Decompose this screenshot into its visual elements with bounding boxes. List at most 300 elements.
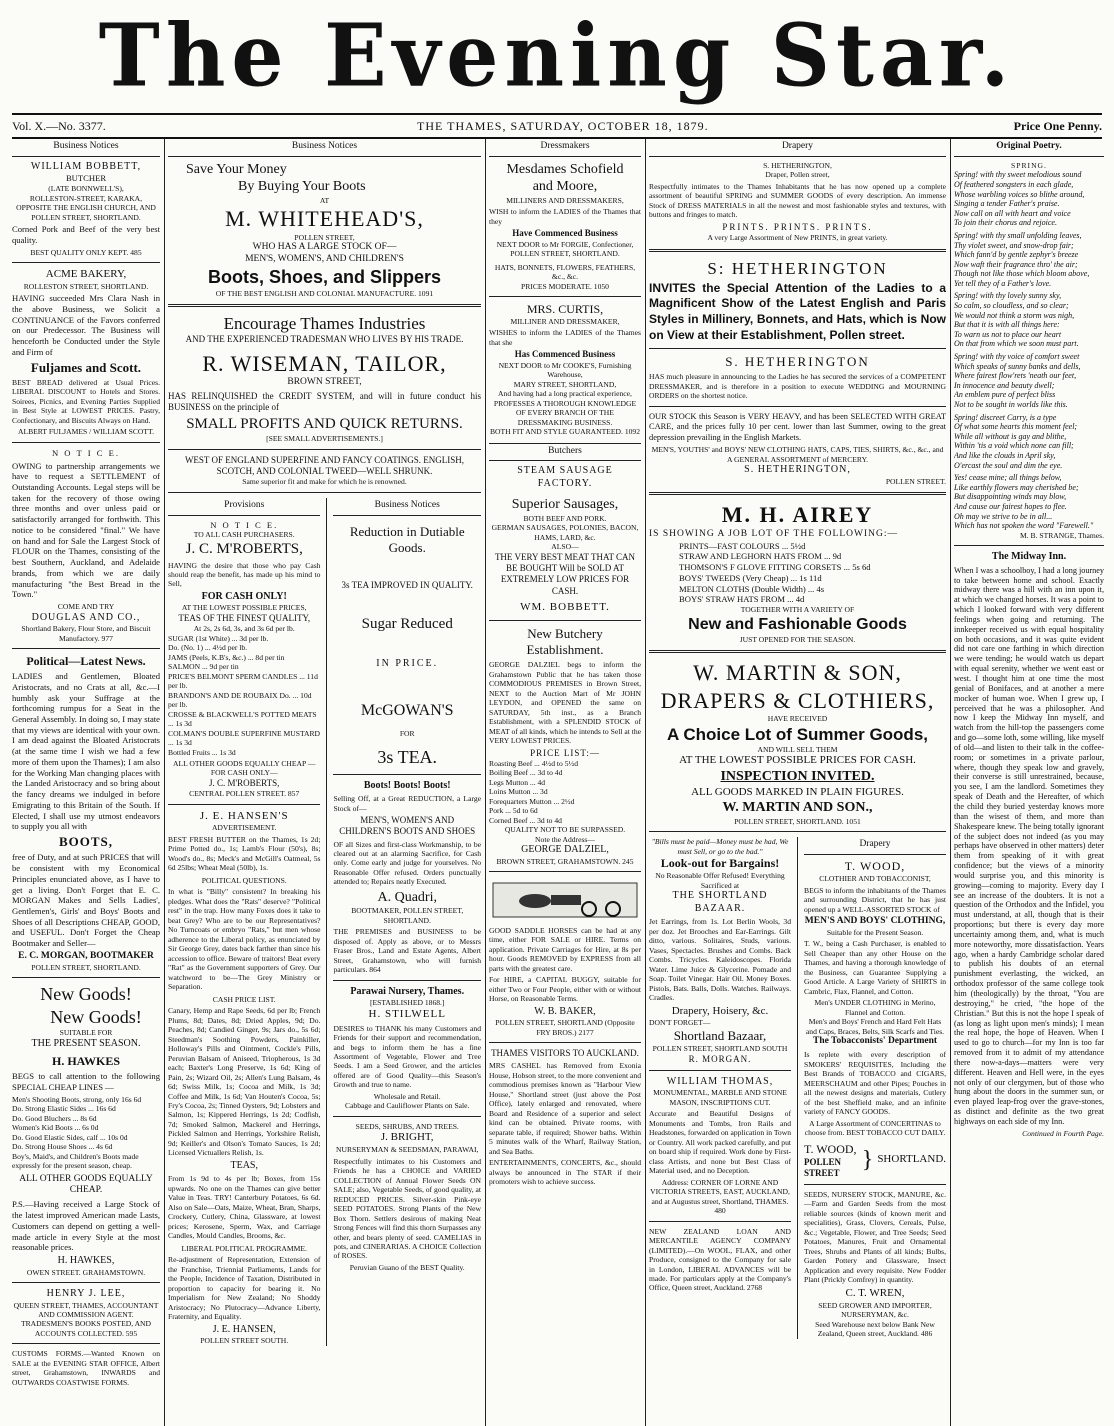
ad-text: AT	[319, 195, 330, 205]
ad-text: WISH to inform the LADIES of the Thames that they	[489, 207, 641, 226]
ad-text: POLLEN STREET, SHORTLAND.	[31, 962, 141, 972]
ad-heading: CASH PRICE LIST.	[212, 994, 276, 1004]
drapery-column	[804, 837, 946, 1338]
ad-heading: PRICE LIST:—	[530, 747, 600, 758]
volume-number: Vol. X.—No. 3377.	[12, 119, 106, 133]
poem-line: Spring! discreet Carry, is a type	[954, 412, 1057, 422]
ad-text: BEST BREAD delivered at Usual Prices. LIBERAL DISCOUNT to Hotels and Stores. Soirees, Picnics, and Evening Parties Supplied in Best Style at LOWEST PRICES. Pastry, Confectionary, and Biscuits Always on Hand.	[12, 377, 160, 425]
poem-line: Yet tell they of a Father's love.	[954, 278, 1052, 288]
list-item: Bottled Fruits ... 1s 3d	[168, 747, 236, 757]
masthead	[0, 0, 1114, 112]
ad-signature: T. WOOD,	[804, 1141, 857, 1156]
continued-note: Continued in Fourth Page.	[1022, 1128, 1104, 1138]
poem-line: An emblem pure of perfect bliss	[954, 390, 1056, 400]
poem-line: To warn us not to place our heart	[954, 329, 1062, 339]
ad-heading: R. WISEMAN, TAILOR,	[202, 350, 447, 376]
divider	[168, 449, 481, 450]
ad-text: JUST OPENED FOR THE SEASON.	[739, 634, 856, 644]
column-1	[12, 139, 160, 1426]
list-item: Men's Shooting Boots, strong, only 16s 6d	[12, 1094, 142, 1104]
ad-signature: W. B. BAKER,	[534, 1005, 596, 1017]
ad-heading: WILLIAM BOBBETT,	[30, 160, 142, 172]
poem-line: Where fairest flow'rets 'neath our feet,	[954, 371, 1077, 381]
ad-text: MEN'S, WOMEN'S, AND CHILDREN'S	[245, 254, 404, 265]
ad-text: MARY STREET, SHORTLAND,	[513, 379, 617, 389]
list-item: Do. (No. 1) ... 4½d per lb.	[168, 643, 248, 653]
divider	[649, 249, 946, 252]
ad-text: POLLEN STREET.	[885, 476, 946, 486]
poem-line: Spring! with thy lovely sunny sky,	[954, 291, 1062, 301]
ad-subheading: ROLLESTON STREET, SHORTLAND.	[23, 281, 149, 291]
ad-text: Respectfully intimates to the Thames Inhabitants that he has now opened up a complete assortment of beautiful SPRING and SUMMER GOODS of every description. An immense Stock of DRESS MATERIALS in all the newest and most fashionable styles and textures, with buttons and fringes to match.	[649, 181, 946, 220]
poem-line: On that from which we soon must part.	[954, 339, 1079, 349]
ad-heading: WILLIAM THOMAS,	[666, 1075, 774, 1087]
ad-text: ADVERTISEMENT.	[211, 823, 277, 833]
ad-heading: M. H. AIREY	[721, 502, 874, 528]
ad-signature: ALBERT FULJAMES / WILLIAM SCOTT.	[17, 427, 155, 437]
list-item: Forequarters Mutton ... 2½d	[489, 796, 575, 806]
column-rule	[326, 498, 327, 1346]
ad-signature: GEORGE DALZIEL,	[521, 844, 609, 856]
poem-line: Not to be sought in worlds like this.	[954, 400, 1068, 410]
poem-line: And cause our fairest hopes to flee.	[954, 501, 1067, 511]
section-header: Business Notices	[168, 139, 481, 157]
divider	[489, 1042, 641, 1043]
sub-columns	[649, 837, 946, 1338]
ad-text: PRICES MODERATE. 1050	[521, 281, 609, 291]
poem-line: Spring! with thy sweet melodious sound	[954, 170, 1082, 180]
section-header: Business Notices	[333, 498, 481, 516]
ad-heading: Boots! Boots! Boots!	[363, 779, 451, 791]
column-rule	[485, 139, 486, 1426]
ad-text: BOOTMAKER, POLLEN STREET, SHORTLAND.	[351, 906, 464, 925]
ad-text: OWEN STREET. GRAHAMSTOWN.	[26, 1267, 146, 1277]
ad-heading: MEN'S AND BOYS' CLOTHING,	[804, 916, 946, 927]
divider	[954, 545, 1104, 546]
ad-heading: J. BRIGHT,	[380, 1131, 434, 1144]
ad-heading: N O T I C E.	[210, 519, 279, 530]
ad-text: THE PRESENT SEASON.	[31, 1037, 141, 1049]
ad-text: Respectfully intimates to his Customers and Friends he has a CHOICE and VARIED COLLECTION of Annual Flower Seeds ON SALE; also, Vegetable Seeds, of good quality, at REDUCED PRICES. Silver-skin Pink-eye SEED POTATOES. Strong Plants of the New Box Thorn. Settlers desirous of making Neat Strong Fences will find this thorn Surpasses any other, and bears plenty of seed. CAMELIAS in pots, and CINERARIAS. A CHOICE Collection of ROSES.	[333, 1156, 481, 1261]
ad-text: ALL GOODS MARKED IN PLAIN FIGURES.	[691, 785, 904, 798]
section-header: Business Notices	[12, 139, 160, 157]
ad-heading: Drapery, Hoisery, &c.	[671, 1004, 769, 1017]
poem-line: Singing a tender Father's praise.	[954, 199, 1060, 209]
column-rule	[950, 139, 951, 1426]
ad-heading: Shortland Bazaar,	[673, 1027, 767, 1043]
ad-text: Is replete with every description of SMOKERS' REQUISITES, Including the Best Brands of TOBACCO and CIGARS, MEERSCHAUM and other Pipes; Pouches in all the newest designs and materials, Cutlery of the best Sheffield make, and an infinite variety of FANCY GOODS.	[804, 1050, 946, 1117]
ad-text: Men's and Boys' French and Hard Felt Hats and Caps, Braces, Belts, Silk Scarfs and Ties.	[805, 1017, 945, 1036]
ad-text: WHO HAS A LARGE STOCK OF—	[252, 242, 397, 253]
poem-line: Within 'tis a void which none can fill;	[954, 441, 1074, 451]
story-title: The Midway Inn.	[991, 551, 1067, 563]
ad-text: GERMAN SAUSAGES, POLONIES, BACON, HAMS, LARD, &c.	[491, 523, 639, 542]
poem-line: O'ercast the soul and dim the eye.	[954, 460, 1063, 470]
ad-heading: H. HAWKES	[51, 1054, 120, 1069]
ad-text: Corned Pork and Beef of the very best quality.	[12, 224, 160, 245]
list-item: Do. Good Elastic Sides, calf ... 10s 0d	[12, 1132, 128, 1142]
ad-text: And having had a long practical experience, PROFESSES A THOROUGH KNOWLEDGE OF EVERY BRANCH OF THE DRESSMAKING BUSINESS.	[493, 389, 637, 427]
divider	[168, 804, 320, 805]
poem-line: Of feathered songsters in each glade,	[954, 179, 1074, 189]
ad-text: SHORTLAND.	[877, 1153, 946, 1166]
ad-heading: Save Your Money	[186, 161, 287, 177]
list-item: Do. Strong Elastic Sides ... 16s 6d	[12, 1104, 116, 1114]
list-item: Legs Mutton ... 4d	[489, 777, 546, 787]
ad-text: A very Large Assortment of New PRINTS, in great variety.	[707, 233, 888, 243]
ad-text: MILLINER AND DRESSMAKER,	[510, 317, 620, 326]
ad-heading: LIBERAL POLITICAL PROGRAMME.	[181, 1243, 307, 1253]
divider	[333, 1116, 481, 1117]
ad-heading: J. C. M'ROBERTS,	[185, 540, 303, 557]
ad-text: ALL OTHER GOODS EQUALLY CHEAP.	[19, 1173, 153, 1196]
list-item: Women's Kid Boots ... 6s 0d	[12, 1123, 99, 1133]
list-item: BOYS' TWEEDS (Very Cheap) ... 1s 11d	[679, 572, 822, 583]
list-item: BRANDON'S AND DE ROUBAIX Do. ... 10d per lb.	[168, 690, 312, 710]
poem-title: SPRING.	[1011, 160, 1047, 170]
ad-heading: Political—Latest News.	[26, 654, 146, 669]
ad-text: FOR CASH ONLY!	[201, 590, 287, 602]
list-item: Corned Beef ... 3d to 4d	[489, 815, 562, 825]
ad-text: BEST FRESH BUTTER on the Thames, 1s 2d; Prime Potted do., 1s; Lamb's Flour (50's), 8s; Wood's do., 8s; Meck's and McGill's Oatmeal, 5s 6d 25lbs; Wheat Meal (50lb), 1s.	[168, 834, 321, 873]
poem-line: Now call on all with heart and voice	[954, 208, 1071, 218]
divider	[649, 1070, 791, 1071]
ad-text: From 1s 9d to 4s per lb; Boxes, from 15s upwards. No one on the Thames can give better Value in Teas. TRY! Canterbury Potatoes, 6s 6d. Also on Sale—Oats, Maize, Wheat, Bran, Sharps, Crockery, Cutlery, China, Glassware, at lowest prices; Kerosene, Sperm, Wax, and Carriage Candles, Mould Candles, Brooms, &c.	[168, 1174, 321, 1241]
list-item: BOYS' STRAW HATS FROM ... 4d	[679, 594, 805, 605]
ad-heading: SEEDS, SHRUBS, AND TREES.	[355, 1121, 459, 1131]
ad-text: A Large Assortment of CONCERTINAS to choose from. BEST TOBACCO CUT DAILY.	[804, 1118, 946, 1138]
divider	[12, 648, 160, 649]
divider	[649, 831, 946, 832]
ad-text: COME AND TRY	[57, 602, 115, 612]
poem-line: Now waft their fragrance thro' the air;	[954, 259, 1078, 269]
poem-line: While all without is gay and blithe,	[954, 431, 1067, 441]
ad-heading: 3s TEA.	[377, 747, 438, 768]
ad-text: WEST OF ENGLAND SUPERFINE AND FANCY COATINGS. ENGLISH, SCOTCH, AND COLONIAL TWEED—WELL SHRUNK.	[184, 454, 465, 476]
ad-text: (LATE BONNWELL'S),	[48, 184, 124, 194]
sub-columns	[168, 498, 481, 1346]
ad-heading: T. WOOD,	[844, 859, 906, 874]
ad-text: ENTERTAINMENTS, CONCERTS, &c., should always be announced in The STAR if their promoters wish to achieve success.	[489, 1158, 641, 1187]
ad-text: QUALITY NOT TO BE SURPASSED.	[504, 825, 626, 835]
divider	[12, 1282, 160, 1283]
ad-text: 3s TEA IMPROVED IN QUALITY.	[341, 580, 473, 591]
provisions-column	[168, 498, 320, 1346]
place-date: THE THAMES, SATURDAY, OCTOBER 18, 1879.	[417, 119, 709, 133]
ad-text: Canary, Hemp and Rape Seeds, 6d per lb; French Plums, 8d; Dates, 8d; Dried Apples, 9d; Do. Peaches, 8d; Candied Ginger, 9s; Jars do., 5s 6d; Steedman's Soothing Powders, Painkiller, Holloway's Pills and Ointment, Cockle's Pills, Peruvian Balsam of Aniseed, Triopherous, 1s 3d each; Baxter's Long Preserve, 1s 6d; King of Pain, 2s; Wizard Oil, 2s; Allen's Lung Balsam, 4s 6d; Swiss Milk, 1s; Cocoa and Milk, 1s 3d; Coffee and Milk, 1s 6d; Van Houten's Cocoa, 5s; Fry's Cocoa, 2s; Tinned Oysters, 9d; Lobsters and Salmon, 1s; Kippered Herrings, 1s 2d; Codfish, 7d; Smoked Salmon, Mackerel and Herrings, Pickled Salmon and Herrings, Yorkshire Relish, 9d; Keiller's and Olson's Tomato Sauces, 1s 2d; Licensed Victuallers Relish, 1s.	[168, 1006, 321, 1158]
list-item: STRAW AND LEGHORN HATS FROM ... 9d	[679, 551, 842, 562]
column-4	[489, 139, 641, 1426]
ad-heading: New Goods!	[50, 1006, 142, 1027]
ad-text: Note the Address—	[535, 834, 595, 844]
divider	[12, 442, 160, 443]
ad-heading: Reduction in Dutiable Goods.	[349, 523, 465, 555]
ad-text: HAVE RECEIVED	[767, 714, 828, 724]
ad-text: Same superior fit and make for which he is renowned.	[242, 477, 407, 487]
ad-heading: THE SHORTLAND BAZAAR.	[672, 890, 768, 914]
ad-heading: A Choice Lot of Summer Goods,	[667, 724, 928, 744]
ad-text: SEED GROWER AND IMPORTER, NURSERYMAN, &c.	[818, 1300, 932, 1320]
ad-signature: S. HETHERINGTON,	[744, 464, 851, 476]
poem-line: Which speaks of sunny banks and dells,	[954, 361, 1081, 371]
list-item: PRINTS—FAST COLOURS ... 5½d	[679, 540, 806, 551]
ad-heading: New Goods!	[40, 984, 132, 1005]
ad-heading: SMALL PROFITS AND QUICK RETURNS.	[186, 416, 463, 433]
ad-heading: POLITICAL QUESTIONS.	[201, 875, 287, 885]
ad-heading: New Butchery Establishment.	[526, 625, 604, 657]
divider	[333, 774, 481, 775]
ad-text: TOGETHER WITH A VARIETY OF	[740, 605, 855, 615]
ad-text: NEXT DOOR to Mr COOKE'S, Furnishing Warehouse,	[498, 360, 632, 380]
ad-subheading: BUTCHER	[65, 173, 107, 184]
ad-heading: Mesdames Schofield	[506, 161, 624, 177]
ad-text: Re-adjustment of Representation, Extension of the Franchise, Triennial Parliaments, Lands for the People, Incidence of Taxation, Distributed in proportion to capacity for bearing it. No Imperialism for New Zealand; No Shoddy Aristocracy; No Plutocracy—Advance Liberty, Fraternity, and Equality.	[168, 1255, 321, 1322]
ad-heading: Superior Sausages,	[511, 497, 619, 513]
ad-text: BEST QUALITY ONLY KEPT. 485	[30, 247, 142, 257]
wood-name-block	[804, 1142, 858, 1180]
divider	[12, 262, 160, 263]
list-item: Boy's, Maid's, and Children's Boots made expressly for the present season, cheap.	[12, 1151, 139, 1171]
ad-text: OF all Sizes and first-class Workmanship, to be cleared out at an alarming Sacrifice, for Cash only. Come early and judge for yourselves. No Reasonable Offer refused. Orders punctually attended to; Repairs neatly Executed.	[333, 839, 481, 887]
poem-line: We would not think a storm was nigh,	[954, 310, 1075, 320]
brace-glyph: }	[861, 1147, 874, 1174]
ad-text: FOR	[399, 728, 415, 738]
list-item: COLMAN'S DOUBLE SUPERFINE MUSTARD ... 1s 3d	[168, 728, 321, 748]
dateline	[12, 113, 1102, 139]
ad-text: NURSERYMAN & SEEDSMAN, PARAWAI,	[336, 1145, 479, 1155]
ad-text: free of Duty, and at such PRICES that will be consistent with my Economical Principles enunciated above, as I have to get a living. Don't Forget that E. C. MORGAN Makes and Sells Ladies', Gentlemen's, Girls' and Boys' Boots and Shoes of all Descriptions CHEAP, GOOD, and USEFUL. Don't Forget the Cheap Bootmaker and Seller—	[12, 852, 160, 949]
ad-text: POLLEN STREET, SHORTLAND. 1051	[734, 816, 861, 826]
ad-text: TO ALL CASH PURCHASERS.	[193, 530, 295, 540]
ad-text: In what is "Billy" consistent? In breaking his pledges. What does the "Rats" deserve? "Political rest" in the trap. How many Foxes does it take to beat Grey? Who are to be our Representatives? No Turncoats or embryo "Rats," but men whose adherence to the Liberal policy, as enunciated by Sir George Grey, dates back farther than since his accession to office. Beware of traitors! Beat every "Rat" as the Government supporters of Grey. Our watchword to be—The Grey Ministry or Separation.	[168, 887, 321, 992]
ad-text: Seed Warehouse next below Bank New Zealand, Queen street, Auckland. 486	[815, 1319, 935, 1339]
ad-signature: W. MARTIN AND SON.,	[722, 800, 873, 816]
ad-heading: S: HETHERINGTON	[707, 258, 888, 278]
ad-text: BOTH BEEF AND PORK.	[523, 513, 607, 523]
ad-heading: HENRY J. LEE,	[46, 1288, 126, 1299]
divider	[804, 1184, 946, 1185]
poem-line: In innocence and beauty dwell;	[954, 380, 1055, 390]
ad-text: AND WILL SELL THEM	[757, 744, 838, 754]
ad-text: HAVING succeeded Mrs Clara Nash in the above Business, we Solicit a CONTINUANCE of the Favors conferred on our Predecessor. The Business will henceforth be Conducted under the Style and Firm of	[12, 293, 160, 357]
ad-heading: DOUGLAS AND CO.,	[31, 611, 141, 623]
ad-text: T. W., being a Cash Purchaser, is enabled to Sell Cheaper than any other House on the Thames, and having a thorough knowledge of the Business, can Guarantee Supplying a Good Article. A Large Variety of SHIRTS in Cambric, Flax, Flannel, and Cotton.	[804, 939, 946, 996]
business-column	[333, 498, 481, 1346]
column-rule	[645, 139, 646, 1426]
ad-text: Jet Earrings, from 1s. Lot Berlin Wools, 3d per doz. Jet Brooches and Ear-Earrings. Gilt ditto, various. Solitaires, Studs, various. Vases, Spectacles. Brushes and Combs. Back Combs. Tricycles. Kaleidoscopes. Florida Water. Lime Juice & Glycerine. Pomade and Soap. Toilet Vinegar. Hair Oil. Money Boxes. Pistols, Bats. Balls, Dolls. Watches. Railways. Cradles.	[649, 917, 792, 1003]
ad-text: POLLEN STREET, SHORTLAND (Opposite FRY BROS.) 2177	[495, 1018, 635, 1037]
ad-heading: and Moore,	[532, 179, 598, 195]
poem-line: Oh may we strive to be in all...	[954, 511, 1053, 521]
poem-line: Thy violet sweet, and snow-drop fair;	[954, 240, 1074, 250]
bazaar-column	[649, 837, 791, 1338]
divider	[649, 1221, 791, 1222]
section-header: Dressmakers	[489, 139, 641, 157]
list-item: JAMS (Peels, K.B's, &c.) ... 8d per tin	[168, 652, 285, 662]
ad-text: Peruvian Guano of the BEST Quality.	[349, 1262, 465, 1272]
horse-carriage-icon	[489, 877, 641, 921]
divider	[649, 492, 946, 495]
poem-line: Yes! cease mine; all things below,	[954, 473, 1062, 483]
column-6	[954, 139, 1104, 1426]
poem	[954, 170, 1104, 530]
divider	[168, 304, 481, 307]
ad-text: Draper, Pollen street,	[765, 170, 830, 180]
ad-heading: J. E. HANSEN'S	[199, 809, 289, 822]
ad-text: OWING to partnership arrangements we have to request a SETTLEMENT of Outstanding Accounts. Legal steps will be taken for the recovery of those owing three months and over unless paid or satisfactorily arranged for forthwith. This notice to be considered "final." We have on hand and for Sale the Largest Stock of FLOUR on the Thames, consisting of the best Southern, Auckland, and Adelaide brands, from which we are daily manufacturing "the Best Bread in the Town."	[12, 460, 160, 600]
list-item: PRICE'S BELMONT SPERM CANDLES ... 11d per lb.	[168, 671, 318, 691]
ad-text: MONUMENTAL, MARBLE AND STONE MASON, INSCRIPTIONS CUT.	[653, 1088, 787, 1107]
price-list	[649, 541, 946, 605]
poem-line: But disappointing winds may blow,	[954, 492, 1067, 502]
ad-text: OUR STOCK this Season is VERY HEAVY, and has been SELECTED WITH GREAT CARE, and the prices fully 10 per cent. lower than last Summer, owing to the great depression prevailing in the English Markets.	[649, 411, 946, 442]
ad-heading: BOOTS,	[58, 834, 114, 850]
ad-text: AT THE LOWEST POSSIBLE PRICES,	[181, 603, 307, 613]
ad-text: SUITABLE FOR	[59, 1028, 113, 1038]
poem-line: To join their chorus and rejoice.	[954, 218, 1057, 228]
price-list	[12, 1095, 160, 1171]
ad-heading: N O T I C E.	[51, 447, 121, 458]
poem-line: And like the clouds in April sky,	[954, 450, 1056, 460]
ad-heading: E. C. MORGAN, BOOTMAKER	[18, 950, 154, 961]
section-header: Drapery	[804, 837, 946, 855]
ad-text: SEEDS, NURSERY STOCK, MANURE, &c.—Farm and Garden Seeds from the most reliable sources (kinds of known merit and specialities), Grass, Clovers, Cereals, Pulse, &c.; Vegetable, Flower, and Tree Seeds; Seed Potatoes, Manures, Fruit and Ornamental Trees, Shrubs and Plants of all kinds; Bulbs, Garden Pottery and Glassware, Insect Application and every requisite. New Fodder Plant (Prickly Comfrey) in quantity.	[804, 1190, 946, 1285]
ad-text: POLLEN STREET SOUTH.	[200, 1336, 289, 1346]
column-rule	[797, 837, 798, 1338]
ad-text: Accurate and Beautiful Designs of Monuments and Tombs, Iron Rails and Headstones, forwarded on application in Town or Country. All work packed carefully, and put on board ship if required. Work done by First-class Artists, and none but Best Class of Material used, and no Deception.	[649, 1109, 792, 1176]
list-item: Do. Strong House Shoes ... 4s 6d	[12, 1142, 113, 1152]
ad-text: "Bills must be paid—Money must be had, We must Sell, or go to the bad."	[651, 837, 789, 856]
ad-text: LADIES and Gentlemen, Bloated Aristocrats, and no Crats at all, &c.—I humbly ask your Suffrage at the forthcoming rumpus for a Seat in the General Assembly. In doing so, I may state that my views are identical with your own. I am dead against the Bloated Aristocrats (at the same time I wish we had a few more of them upon the Thames); I am also for the Working Man changing places with the Landed Aristocracy and so bring about the fancy dreams we indulged in before Emigrating to this Britain of the South. If Elected, I shall use my utmost endeavors to supply you all with	[12, 671, 160, 832]
ad-text: No Reasonable Offer Refused! Everything Sacrificed at	[655, 871, 785, 890]
ad-text: INVITES the Special Attention of the Ladies to a Magnificent Show of the Latest English and Paris Styles in Millinery, Bonnets, and Hats, which is Now on View at their Establishment, Pollen street.	[649, 280, 946, 342]
divider	[12, 1343, 160, 1344]
ad-heading: DRAPERS & CLOTHIERS,	[660, 687, 935, 713]
list-item: SALMON ... 9d per tin	[168, 662, 239, 672]
ad-text: THE VERY BEST MEAT THAT CAN BE BOUGHT Will be SOLD AT EXTREMELY LOW PRICES FOR CASH.	[494, 551, 636, 596]
ad-heading: S. HETHERINGTON,	[763, 160, 832, 170]
divider	[489, 620, 641, 621]
price: Price One Penny.	[1013, 119, 1102, 133]
ad-heading: TEAS,	[230, 1159, 258, 1171]
list-item: Loins Mutton ... 3d	[489, 787, 548, 797]
ad-text: Cabbage and Cauliflower Plants on Sale.	[345, 1101, 470, 1111]
ad-text: IS SHOWING A JOB LOT OF THE FOLLOWING:—	[649, 528, 898, 539]
list-item: Do. Good Bluchers ... 8s 6d	[12, 1113, 97, 1123]
ad-text: Has Commenced Business	[514, 349, 616, 360]
ad-heading: By Buying Your Boots	[238, 179, 366, 195]
ad-text: MEN'S, YOUTHS' and BOYS' NEW CLOTHING HATS, CAPS, TIES, SHIRTS, &c., &c., and A GENERAL ASSORTMENT of MERCERY.	[651, 445, 944, 464]
ad-signature: R. MORGAN.	[688, 1053, 752, 1064]
ad-text: BOTH FIT AND STYLE GUARANTEED. 1092	[489, 427, 641, 437]
ad-heading: Sugar Reduced	[361, 616, 453, 633]
ad-heading: W. MARTIN & SON,	[693, 660, 902, 686]
divider	[649, 406, 946, 407]
ad-signature: H. HAWKES,	[57, 1255, 115, 1267]
ad-text: NEXT DOOR to Mr FORGIE, Confectioner, POLLEN STREET, SHORTLAND.	[496, 239, 634, 259]
ad-text: [ESTABLISHED 1868.]	[369, 998, 445, 1008]
ad-heading: Boots, Shoes, and Slippers	[207, 267, 442, 288]
list-item: SUGAR (1st White) ... 3d per lb.	[168, 633, 269, 643]
ad-heading: Encourage Thames Industries	[223, 314, 426, 334]
ad-text: QUEEN STREET, THAMES, ACCOUNTANT AND COMMISSION AGENT. TRADESMEN'S BOOKS POSTED, AND ACCOUNTS COLLECTED. 595	[13, 1300, 159, 1338]
ad-heading: ACME BAKERY,	[45, 268, 127, 280]
ad-heading: M. WHITEHEAD'S,	[225, 206, 424, 232]
ad-signature: J. C. M'ROBERTS,	[209, 777, 280, 788]
ad-text: ROLLESTON-STREET, KARAKA, OPPOSITE THE ENGLISH CHURCH, AND POLLEN STREET, SHORTLAND.	[16, 193, 156, 222]
poem-author: M. B. STRANGE, Thames.	[1019, 530, 1104, 540]
wood-signature	[804, 1142, 946, 1180]
ad-text: Address: CORNER OF LORNE AND VICTORIA STREETS, EAST, AUCKLAND, and at Augustus street, Shortland, THAMES. 480	[650, 1177, 790, 1216]
divider	[649, 650, 946, 653]
list-item: Roasting Beef ... 4½d to 5½d	[489, 758, 579, 768]
section-header: Butchers	[489, 443, 641, 462]
ad-signature: WM. BOBBETT.	[520, 600, 610, 613]
section-header: Drapery	[649, 139, 946, 157]
section-header: Original Poetry.	[954, 139, 1104, 157]
story-body: When I was a schoolboy, I had a long journey to take between home and school. Exactly midway there was a hill with an inn upon it, at which we changed horses. It was a point to which I looked forward with very different feelings when going and returning. The innkeeper received us with equal hospitality on both occasions, and it was quite evident did not care one farthing in which direction we were tending; he would watch us depart with equal serenity, whether we went east or west. I thought him at one time the most genial of Bonifaces, and at another a mere mocker of human woe. When I grew up, I perceived that he was a philosopher. And now I keep the Midway Inn myself, and watch from the hill-top the passengers come and go—some loth, some willing, like myself of old—and listen to their talk in the coffee-room; or sometimes in a private parlour, where, though they speak low and gravely, their converse is still unrestrained, because, you see, I am the landlord. Sometimes they speak of Death and the Hereafter, of which the child they buried yesterday knows more than the wisest of them, and more than Shakespeare knew. The being totally ignorant of the subject does not indeed (as you may perhaps have observed in other matters) deter them from speaking of it with great confidence; but the views of a minority would surprise you, and this minority is growing—coming to majority. Every day I see an increase of the doubters. It is not a question of the Orthodox and the Infidel, you must understand, at all, though that is their proportions; but there is every day more uncertainty among them, and, what is much more noteworthy, more dissatisfaction. Years ago, when a hardy Cambridge scholar dared to publish his doubts of an eternal punishment everlasting, the wicked, an orthodox professor of the same college took him (theologically) by the throat, "You are destroying," he cried, "the hope of the Christian." But this is not the hope I speak of (as long as light upon men's minds); I mean the real hope, the hope of Heaven. When I used to go to church—for my Inn is too far removed from it to admit of my attendance there now-a-days—matters were very different. Heaven and Hell were, in the eyes not only of our clergymen, but of those who hung about the doors in the summer sun, or even played leap-frog over the grave-stones, as distinct and definite as the two great highways on each side of my Inn.	[954, 565, 1104, 1126]
list-item: Boiling Beef ... 3d to 4d	[489, 768, 563, 778]
ad-heading: THAMES VISITORS TO AUCKLAND.	[491, 1048, 639, 1059]
divider	[12, 977, 160, 978]
ad-signature: J. E. HANSEN,	[212, 1323, 276, 1335]
poem-line: Though not like those which bloom above,	[954, 269, 1090, 279]
ad-signature: C. T. WREN,	[845, 1286, 905, 1299]
ad-heading: S. HETHERINGTON	[725, 354, 870, 370]
ad-text: AT THE LOWEST POSSIBLE PRICES FOR CASH.	[679, 754, 916, 767]
ad-text: WISHES to inform the LADIES of the Thames that she	[489, 328, 641, 347]
ad-text: POLLEN STREET, SHORTLAND SOUTH	[652, 1044, 788, 1054]
ad-text: For HIRE, a CAPITAL BUGGY, suitable for either Two or Four People, either with or without Horse, on Reasonable Terms.	[489, 975, 641, 1004]
ad-text: THE PREMISES and BUSINESS to be disposed of. Apply as above, or to Messrs Fraser Bros., Land and Estate Agents, Albert Street, Grahamstown, who will furnish particulars. 864	[333, 927, 481, 975]
ad-heading: STEAM SAUSAGE FACTORY.	[517, 465, 613, 489]
poem-line: But that it is with all things here:	[954, 320, 1060, 330]
ad-text: At 2s, 2s 6d, 3s, and 3s 6d per lb.	[193, 624, 295, 634]
ad-text: DON'T FORGET—	[649, 1018, 711, 1028]
ad-text: GEORGE DALZIEL begs to inform the Grahamstown Public that he has taken those COMMODIOUS PREMISES in Brown Street, NEXT to the Auction Mart of Mr JOHN LEYDON, and OPENED the same on SATURDAY, 5th inst., as a Branch Establishment, with a SPLENDID STOCK of MEAT of all kinds, which he intends to Sell at the VERY LOWEST PRICES.	[489, 660, 641, 746]
divider	[489, 871, 641, 872]
ad-text: Suitable for the Present Season.	[826, 927, 924, 937]
list-item: MELTON CLOTHS (Double Width) ... 4s	[679, 583, 825, 594]
ad-text: DESIRES to THANK his many Customers and Friends for their support and recommendation, and begs to inform them he has a fine Assortment of Vegetable, Flower and Tree Seeds. I am a Seed Grower, and the articles offered are of Good Quality—this Season's Growth and true to name.	[333, 1023, 481, 1090]
ad-text: Shortland Bakery, Flour Store, and Biscuit Manufactory. 977	[21, 624, 151, 643]
ad-text: HAS much pleasure in announcing to the Ladies he has secured the services of a COMPETENT DRESSMAKER, and is therefore in a position to execute WEDDING and MOURNING ORDERS on the shortest notice.	[649, 372, 946, 401]
ad-heading: H. STILWELL	[368, 1007, 446, 1020]
ad-text: OF THE BEST ENGLISH AND COLONIAL MANUFACTURE. 1091	[215, 288, 434, 298]
divider	[649, 348, 946, 349]
ad-text: GOOD SADDLE HORSES can be had at any time, either FOR SALE or HIRE. Terms on application. Private Carriages for Hire, at 8s per hour. Goods REMOVED by EXPRESS from all parts with the greatest care.	[489, 925, 641, 973]
ad-heading: Parawai Nursery, Thames.	[350, 985, 465, 997]
ad-text: POLLEN STREET,	[294, 232, 355, 242]
ad-text: HAVING the desire that those who pay Cash should reap the benefit, has made up his mind to Sell,	[168, 560, 321, 589]
ad-text: HATS, BONNETS, FLOWERS, FEATHERS, &c., &c.	[494, 262, 636, 282]
ad-text: ALL OTHER GOODS EQUALLY CHEAP —FOR CASH ONLY—	[173, 758, 316, 778]
poem-line: Like earthly flowers may cherished be;	[954, 482, 1079, 492]
poem-line: Which has not spoken the word "Farewell."	[954, 521, 1094, 531]
column-2	[168, 139, 481, 1426]
ad-text: TEAS OF THE FINEST QUALITY,	[178, 612, 311, 623]
list-item: Pork ... 5d to 6d	[489, 806, 538, 816]
column-rule	[164, 139, 165, 1426]
ad-text: POLLEN STREET	[804, 1156, 842, 1178]
ad-text: BEGS to call attention to the following SPECIAL CHEAP LINES —	[12, 1071, 160, 1092]
ad-text: CLOTHIER AND TOBACCONIST,	[819, 874, 931, 884]
ad-heading: McGOWAN'S	[360, 701, 454, 719]
ad-heading: MRS. CURTIS,	[526, 302, 604, 316]
price-list	[489, 759, 641, 825]
poem-line: Of what some hearts this moment feel;	[954, 422, 1078, 432]
ad-text: Men's UNDER CLOTHING in Merino, Flannel and Cotton.	[814, 998, 936, 1017]
